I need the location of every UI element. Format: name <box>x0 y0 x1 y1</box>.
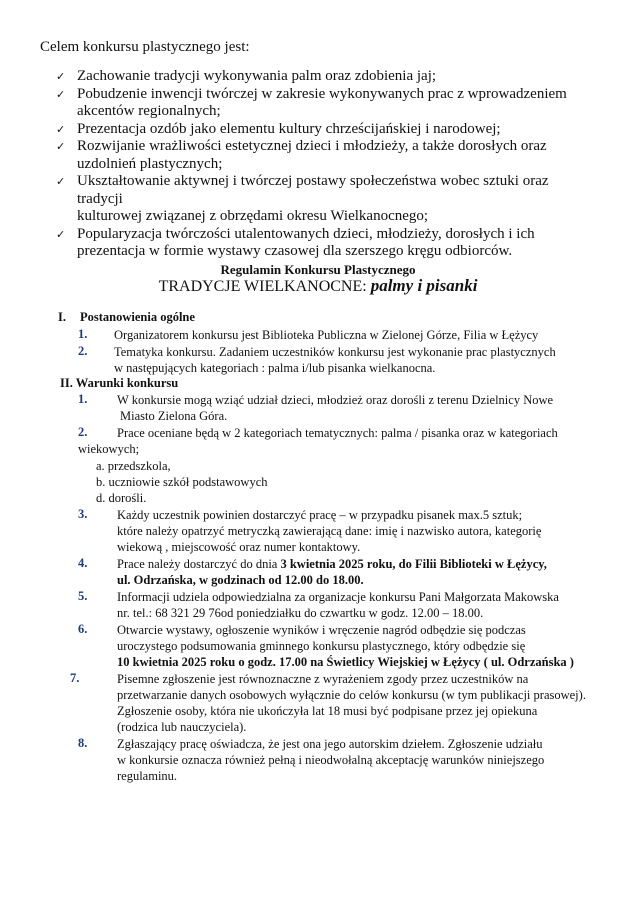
section-1-heading <box>58 310 195 325</box>
list-item <box>114 327 594 343</box>
item-text: w konkursie oznacza również pełną i nieodwołalną akceptację warunków niniejszego <box>117 753 545 767</box>
checkmark-icon: ✓ <box>56 175 66 188</box>
item-text-plain: Prace należy dostarczyć do dnia <box>117 557 281 571</box>
item-text: Pisemne zgłoszenie jest równoznaczne z wyrażeniem zgody przez uczestników na <box>117 672 529 686</box>
item-text: Każdy uczestnik powinien dostarczyć pracę – w przypadku pisanek max.5 sztuk; <box>117 508 523 522</box>
item-text: w następujących kategoriach : palma i/lub pisanka wielkanocna. <box>114 361 436 375</box>
age-group-item: d. dorośli. <box>96 491 147 505</box>
item-text: Prace oceniane będą w 2 kategoriach tematycznych: palma / pisanka oraz w kategoriach <box>117 426 558 440</box>
ceremony-date-text: 10 kwietnia 2025 roku o godz. 17.00 na Świetlicy Wiejskiej w Łężycy ( ul. Odrzańska ) <box>117 655 574 669</box>
goal-text: kulturowej związanej z obrzędami okresu Wielkanocnego; <box>77 208 429 224</box>
item-text: które należy opatrzyć metryczką zawierającą dane: imię i nazwisko autora, kategorię <box>117 524 542 538</box>
item-text: Otwarcie wystawy, ogłoszenie wyników i wręczenie nagród odbędzie się podczas <box>117 623 526 637</box>
item-number: 8. <box>78 736 88 750</box>
goal-item <box>56 68 576 86</box>
item-number: 7. <box>70 671 80 685</box>
goal-text: Rozwijanie wrażliwości estetycznej dzieci i młodzieży, a także dorosłych oraz <box>77 138 547 154</box>
list-item <box>114 344 594 376</box>
list-item <box>117 589 597 621</box>
item-text: Zgłoszenie osoby, która nie ukończyła lat 18 musi być podpisane przez jej opiekuna <box>117 704 538 718</box>
address-hours-text: ul. Odrzańska, w godzinach od 12.00 do 18.00. <box>117 573 364 587</box>
checkmark-icon: ✓ <box>56 140 66 153</box>
item-text: nr. tel.: 68 321 29 76od poniedziałku do czwartku w godz. 12.00 – 18.00. <box>117 606 484 620</box>
list-item <box>117 671 597 735</box>
goal-item <box>56 86 576 121</box>
checkmark-icon: ✓ <box>56 227 66 241</box>
item-text <box>117 654 597 670</box>
item-text: Miasto Zielona Góra. <box>120 409 228 423</box>
item-number: 2. <box>78 344 88 358</box>
item-number: 2. <box>78 425 88 439</box>
checkmark-icon: ✓ <box>56 70 66 83</box>
item-number: 1. <box>78 327 88 341</box>
goal-text: prezentacja w formie wystawy czasowej dla szerszego kręgu odbiorców. <box>77 243 513 259</box>
goal-text: uzdolnień plastycznych; <box>77 155 223 172</box>
goals-list <box>56 68 576 261</box>
list-item <box>117 736 597 784</box>
goal-item <box>56 121 576 139</box>
item-text <box>117 556 597 572</box>
section-2-heading: II. Warunki konkursu <box>60 376 179 390</box>
goal-text: Zachowanie tradycji wykonywania palm oraz zdobienia jaj; <box>77 68 437 84</box>
contest-name <box>0 276 636 297</box>
contest-name-main: TRADYCJE WIELKANOCNE: <box>158 278 367 295</box>
goal-text: akcentów regionalnych; <box>77 103 221 119</box>
item-text <box>117 572 597 588</box>
regulations-title: Regulamin Konkursu Plastycznego <box>220 262 416 277</box>
item-text: W konkursie mogą wziąć udział dzieci, młodzież oraz dorośli z terenu Dzielnicy Nowe <box>117 393 554 407</box>
item-text: uroczystego podsumowania gminnego konkursu plastycznego, który odbędzie się <box>117 639 526 653</box>
deadline-text: 3 kwietnia 2025 roku, do Filii Biblioteki w Łężycy, <box>280 557 547 571</box>
list-item <box>117 507 597 555</box>
list-item <box>117 622 597 670</box>
intro-heading: Celem konkursu plastycznego jest: <box>40 39 250 55</box>
item-text: Organizatorem konkursu jest Biblioteka Publiczna w Zielonej Górze, Filia w Łężycy <box>114 328 539 342</box>
goal-item <box>56 173 576 226</box>
item-number: 1. <box>78 392 88 406</box>
item-number: 4. <box>78 556 88 570</box>
goal-item <box>56 226 576 261</box>
item-text: regulaminu. <box>117 769 178 783</box>
item-number: 6. <box>78 622 88 636</box>
item-text: wiekowych; <box>78 442 140 456</box>
goal-item <box>56 138 576 173</box>
item-text: (rodzica lub nauczyciela). <box>117 720 247 734</box>
contest-name-script: palmy i pisanki <box>370 276 478 295</box>
item-number: 3. <box>78 507 88 521</box>
checkmark-icon: ✓ <box>56 122 66 136</box>
list-item <box>117 556 597 588</box>
item-text: wiekową , miejscowość oraz numer kontaktowy. <box>117 540 361 554</box>
section-1-title: Postanowienia ogólne <box>80 310 195 324</box>
age-group-item: b. uczniowie szkół podstawowych <box>96 475 268 489</box>
item-text: Tematyka konkursu. Zadaniem uczestników konkursu jest wykonanie prac plastycznych <box>114 345 556 359</box>
item-text: Zgłaszający pracę oświadcza, że jest ona jego autorskim dziełem. Zgłoszenie udziału <box>117 737 543 751</box>
goal-text: Popularyzacja twórczości utalentowanych dzieci, młodzieży, dorosłych i ich <box>77 225 535 242</box>
goal-text: Pobudzenie inwencji twórczej w zakresie wykonywanych prac z wprowadzeniem <box>77 85 567 102</box>
age-group-item: a. przedszkola, <box>96 459 171 473</box>
goal-text: Prezentacja ozdób jako elementu kultury chrześcijańskiej i narodowej; <box>77 120 501 137</box>
goal-text: Ukształtowanie aktywnej i twórczej postawy społeczeństwa wobec sztuki oraz tradycji <box>77 173 549 207</box>
section-1-number: I. <box>58 310 66 324</box>
item-text: przetwarzanie danych osobowych wyłącznie do celów konkursu (w tym publikacji prasowej). <box>117 688 586 702</box>
item-number: 5. <box>78 589 88 603</box>
item-text: Informacji udziela odpowiedzialna za organizacje konkursu Pani Małgorzata Makowska <box>117 590 559 604</box>
checkmark-icon: ✓ <box>56 87 66 101</box>
